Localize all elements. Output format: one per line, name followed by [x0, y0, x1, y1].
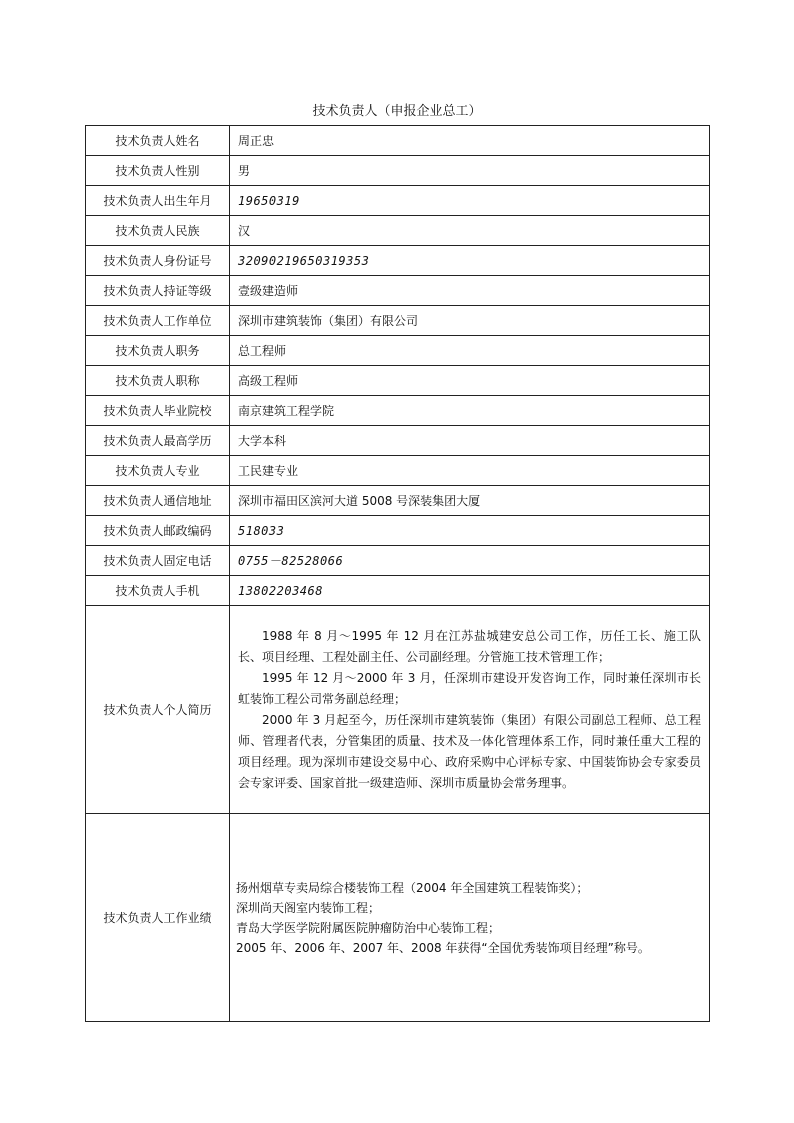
table-row [86, 126, 710, 156]
resume-paragraph: 2000 年 3 月起至今，历任深圳市建筑装饰（集团）有限公司副总工程师、总工程师、管理者代表，分管集团的质量、技术及一体化管理体系工作，同时兼任重大工程的项目经理。现为深圳市建设交易中心、政府采购中心评标专家、中国装饰协会专家委员会专家评委、国家首批一级建造师、深圳市质量协会常务理事。 [238, 712, 701, 790]
row-label: 技术负责人手机 [86, 576, 230, 606]
achievements-list [230, 878, 709, 958]
achievements-label: 技术负责人工作业绩 [86, 814, 230, 1022]
table-row [86, 186, 710, 216]
table-row [86, 336, 710, 366]
table-row [86, 546, 710, 576]
row-value: 男 [230, 156, 710, 186]
page-title: 技术负责人（申报企业总工） [312, 104, 482, 119]
table-row [86, 306, 710, 336]
row-label: 技术负责人性别 [86, 156, 230, 186]
row-label: 技术负责人通信地址 [86, 486, 230, 516]
row-value: 13802203468 [230, 576, 710, 606]
table-row [86, 576, 710, 606]
resume-paragraph: 1988 年 8 月～1995 年 12 月在江苏盐城建安总公司工作，历任工长、施工队长、项目经理、工程处副主任、公司副经理。分管施工技术管理工作； [238, 628, 701, 664]
achievement-item: 2005 年、2006 年、2007 年、2008 年获得“全国优秀装饰项目经理”称号。 [236, 940, 650, 955]
row-value: 总工程师 [230, 336, 710, 366]
table-row [86, 366, 710, 396]
table-row [86, 426, 710, 456]
table-row [86, 246, 710, 276]
table-row [86, 276, 710, 306]
row-label: 技术负责人固定电话 [86, 546, 230, 576]
table-row [86, 516, 710, 546]
resume-text [230, 626, 709, 794]
resume-paragraph: 1995 年 12 月～2000 年 3 月，任深圳市建设开发咨询工作，同时兼任深圳市长虹装饰工程公司常务副总经理； [238, 670, 701, 706]
row-value: 高级工程师 [230, 366, 710, 396]
row-value: 深圳市福田区滨河大道 5008 号深装集团大厦 [230, 486, 710, 516]
row-value: 工民建专业 [230, 456, 710, 486]
table-row [86, 156, 710, 186]
table-row [86, 456, 710, 486]
row-value: 汉 [230, 216, 710, 246]
table-row [86, 486, 710, 516]
row-label: 技术负责人民族 [86, 216, 230, 246]
row-label: 技术负责人姓名 [86, 126, 230, 156]
row-label: 技术负责人工作单位 [86, 306, 230, 336]
row-label: 技术负责人最高学历 [86, 426, 230, 456]
row-value: 南京建筑工程学院 [230, 396, 710, 426]
row-label: 技术负责人持证等级 [86, 276, 230, 306]
resume-label: 技术负责人个人简历 [86, 606, 230, 814]
achievements-cell [230, 814, 710, 1022]
row-value: 深圳市建筑装饰（集团）有限公司 [230, 306, 710, 336]
row-value: 大学本科 [230, 426, 710, 456]
table-row [86, 216, 710, 246]
row-value: 壹级建造师 [230, 276, 710, 306]
row-label: 技术负责人专业 [86, 456, 230, 486]
row-label: 技术负责人邮政编码 [86, 516, 230, 546]
achievement-item: 扬州烟草专卖局综合楼装饰工程（2004 年全国建筑工程装饰奖）； [236, 880, 589, 895]
info-table [85, 125, 710, 1022]
row-label: 技术负责人职务 [86, 336, 230, 366]
row-value: 周正忠 [230, 126, 710, 156]
achievement-item: 深圳尚天阁室内装饰工程； [236, 900, 381, 915]
row-label: 技术负责人出生年月 [86, 186, 230, 216]
achievements-row [86, 814, 710, 1022]
row-value: 19650319 [230, 186, 710, 216]
resume-cell [230, 606, 710, 814]
row-label: 技术负责人身份证号 [86, 246, 230, 276]
table-row [86, 396, 710, 426]
row-value: 0755－82528066 [230, 546, 710, 576]
info-table-body [86, 126, 710, 606]
row-value: 320902196503193​53 [230, 246, 710, 276]
row-label: 技术负责人毕业院校 [86, 396, 230, 426]
resume-row [86, 606, 710, 814]
achievement-item: 青岛大学医学院附属医院肿瘤防治中心装饰工程； [236, 920, 501, 935]
row-value: 518033 [230, 516, 710, 546]
row-label: 技术负责人职称 [86, 366, 230, 396]
